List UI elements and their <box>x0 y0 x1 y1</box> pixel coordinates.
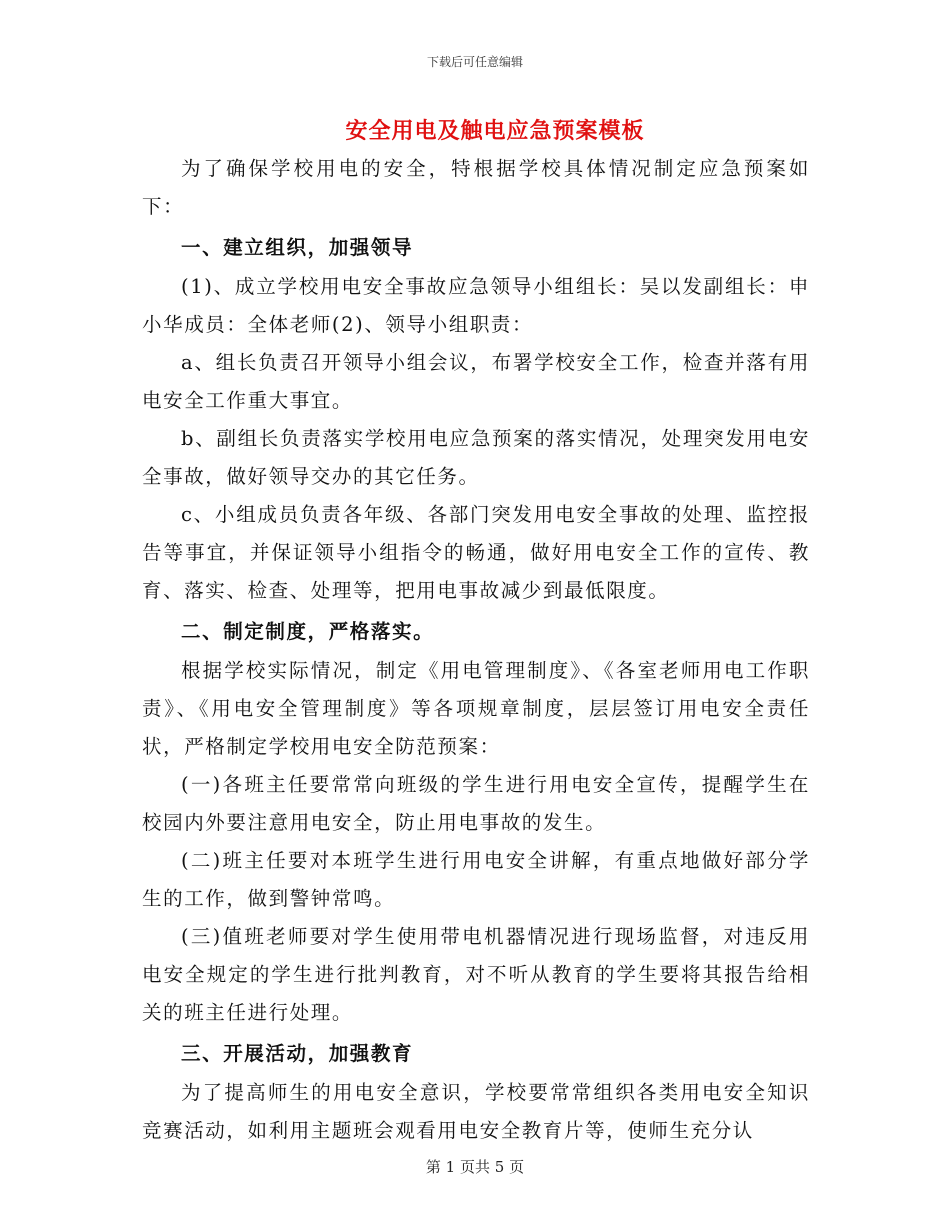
header-note: 下载后可任意编辑 <box>426 55 523 69</box>
section-heading-3: 三、开展活动，加强教育 <box>181 1042 414 1065</box>
body-paragraph: (一)各班主任要常常向班级的学生进行用电安全宣传，提醒学生在校园内外要注意用电安全，防止用电事故的发生。 <box>142 773 810 834</box>
document-body <box>142 150 810 1150</box>
body-paragraph: (二)班主任要对本班学生进行用电安全讲解，有重点地做好部分学生的工作，做到警钟常鸣。 <box>142 849 810 910</box>
section-heading-2: 二、制定制度，严格落实。 <box>181 620 435 643</box>
intro-paragraph: 为了确保学校用电的安全，特根据学校具体情况制定应急预案如下： <box>142 157 810 218</box>
body-paragraph: a、组长负责召开领导小组会议，布署学校安全工作，检查并落有用电安全工作重大事宜。 <box>142 351 810 412</box>
body-paragraph: b、副组长负责落实学校用电应急预案的落实情况，处理突发用电安全事故，做好领导交办的其它任务。 <box>142 427 810 488</box>
body-paragraph: (三)值班老师要对学生使用带电机器情况进行现场监督，对违反用电安全规定的学生进行批判教育，对不听从教育的学生要将其报告给相关的班主任进行处理。 <box>142 925 810 1024</box>
body-paragraph: (1)、成立学校用电安全事故应急领导小组组长：吴以发副组长：申小华成员：全体老师(2)、领导小组职责： <box>142 275 810 336</box>
body-paragraph: c、小组成员负责各年级、各部门突发用电安全事故的处理、监控报告等事宜，并保证领导小组指令的畅通，做好用电安全工作的宣传、教育、落实、检查、处理等，把用电事故减少到最低限度。 <box>142 503 810 602</box>
body-paragraph: 为了提高师生的用电安全意识，学校要常常组织各类用电安全知识竞赛活动，如利用主题班会观看用电安全教育片等，使师生充分认 <box>142 1081 810 1142</box>
document-title: 安全用电及触电应急预案模板 <box>345 118 645 144</box>
body-paragraph: 根据学校实际情况，制定《用电管理制度》、《各室老师用电工作职责》、《用电安全管理制度》等各项规章制度，层层签订用电安全责任状，严格制定学校用电安全防范预案： <box>142 659 810 758</box>
section-heading-1: 一、建立组织，加强领导 <box>181 236 414 259</box>
page-number-footer: 第 1 页共 5 页 <box>425 1158 525 1176</box>
